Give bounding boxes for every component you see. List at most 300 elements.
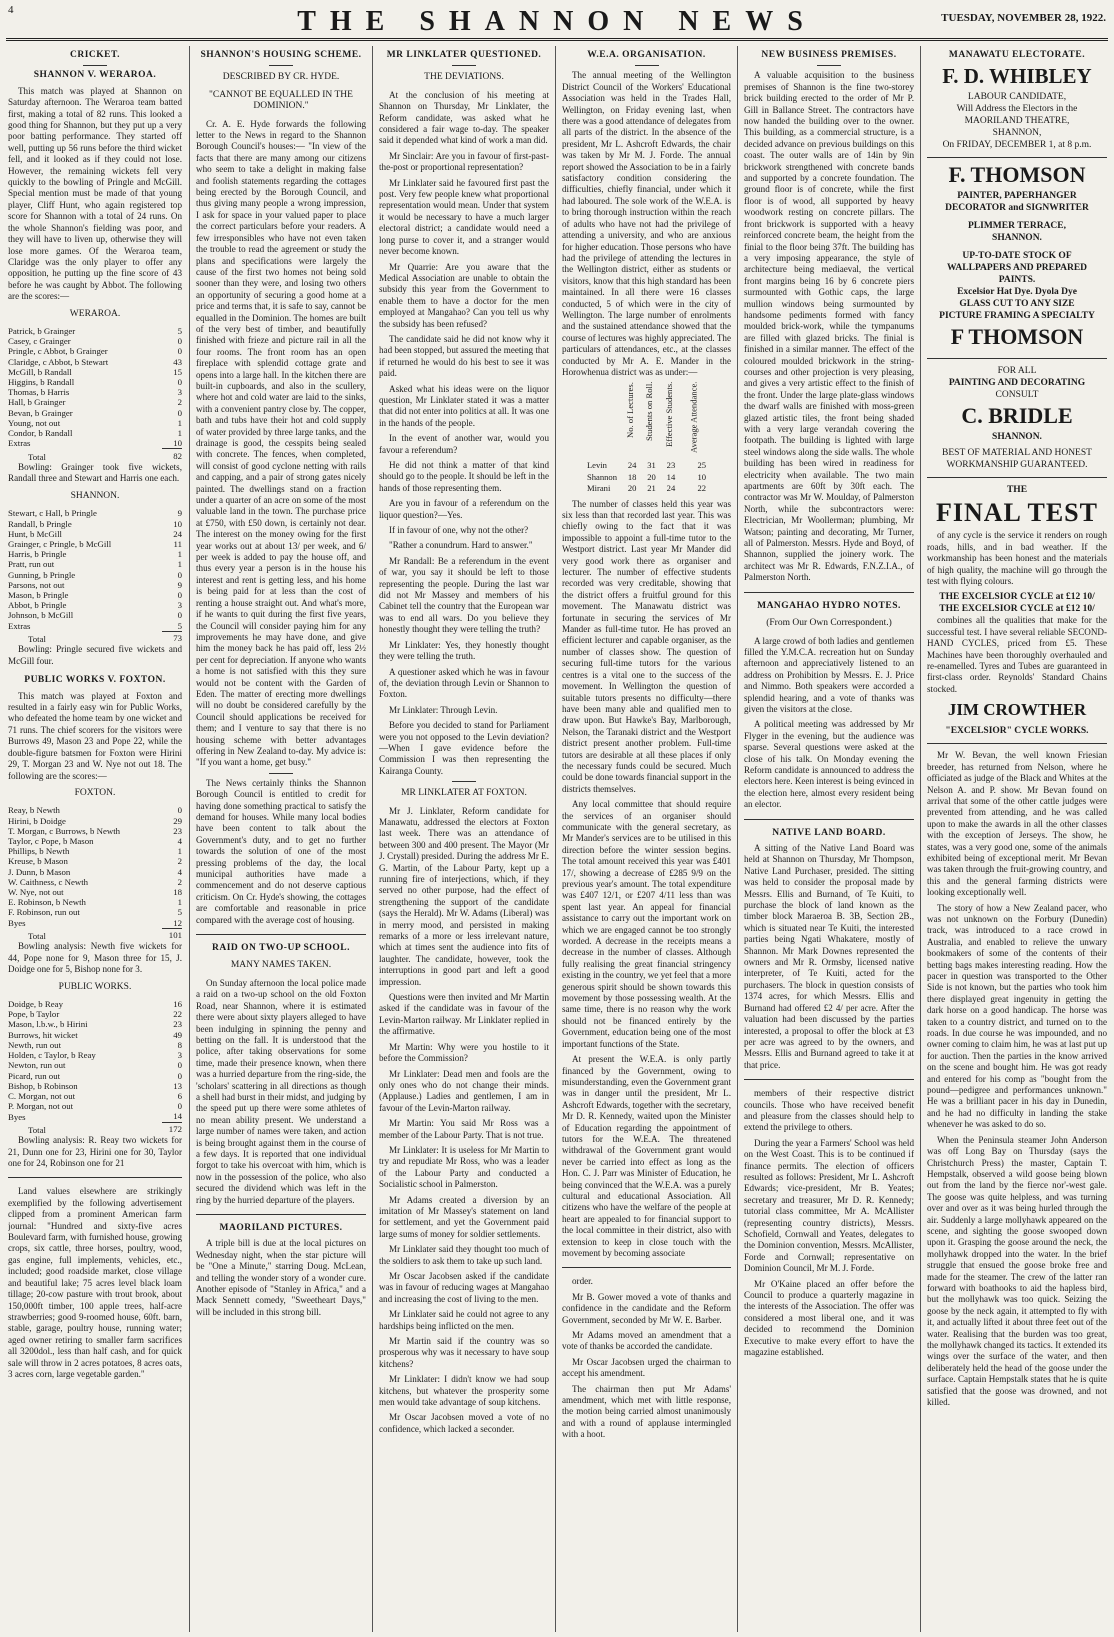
batsman: Abbot, b Pringle [8,600,67,611]
advert-title: C. BRIDLE [961,403,1073,429]
table-cell: 24 [666,483,676,494]
advert-line: THE EXCELSIOR CYCLE at £12 10/ [939,604,1095,615]
divider [196,934,366,935]
runs: 10 [173,518,182,529]
paragraph: A political meeting was addressed by Mr Flyger in the evening, but the audience was sparse. Several questions were asked at the close of his talk. On Monday evening the Reform candidate is announced to address the electors here. Keen interest is being evinced in the election here, almost every resident being an elector. [744,719,914,810]
paragraph: The annual meeting of the Wellington District Council of the Workers' Educational Association was held in the Trades Hall, Wellington, on Friday evening last, when there was a good attendance of delegates from all parts of the district. In the absence of the president, Mr L. Ashcroft Edwards, the chair was taken by Mr M. J. Forde. The annual report showed the Association to be in a fairly satisfactory condition considering the difficulties, chiefly financial, under which it had laboured. The sole work of the W.E.A. is to bring thorough instruction within the reach of adults who have not had the privilege of attending a university, and who are anxious for higher education. Those persons who have had the privilege of attending the lectures in the Wellington district, either as students or visitors, know that this high standard has been maintained. In all there were 16 classes conducted, 5 of which were in the city of Wellington. The large number of enrolments and the sustained attendance showed that the course of lectures was highly appreciated. The particulars of attendances, etc., at the classes conducted by Mr A. E. Mander in the Horowhenua district was as under:— [562,70,731,377]
paragraph: At present the W.E.A. is only partly financed by the Government, owing to misunderstanding, even the Government grant was in danger until the president, Mr L. Ashcroft Edwards, together with the secretary, Mr D. R. Kennedy, waited upon the Minister of Education regarding the appointment of tutors for the W.E.A. The threatened withdrawal of the Government grant would never be carried into effect as long as the Hon. C. J. Parr was Minister of Education, he being convinced that the W.E.A. was a purely cultural and educational Association. All citizens who have the welfare of the people at heart are appealed to for financial support to the local committee in their district, also with extension to keep in close touch with the movement by becoming associate [562,1054,731,1258]
paragraph: A valuable acquisition to the business premises of Shannon is the fine two-storey brick building erected to the order of Mr P. Gill in Ballance Street. The contractors have now handed the building over to the owner. This building, as a commercial structure, is a decided advance on previous buildings on this coast. The outer walls are of 14in by 9in brickwork strengthened with concrete bands and supported by a concrete foundation. The ground floor is of concrete, while the first floor is of wood, all supported by heavy woodwork resting on concrete pillars. The front brickwork is supported with a heavy reinforced concrete beam, the height from the finial to the floor being 37ft. The building has a very imposing appearance, the style of architecture being mediaeval, the vertical front margins being 16 by 6 concrete piers surmounted with Gothic caps, the large mullion windows being surmounted by handsome pediments formed with fancy moulded brick-work, while the tympanums are filled with glazed bricks. The finial is finished in a similar manner. The effect of the coloured moulded brickwork in the string-courses and other projection is very pleasing, and gives a very artistic effect to the finish of the front. Under the large plate-glass windows the dwarf walls are finished with moss-green glazed artistic tiles, the front being shaded with a very large verandah covering the footpath. The building is lighted with large steel windows along the side walls. The whole building has been wired in readiness for electricity when available. The two main apartments are 60ft by 30ft each. The contractor was Mr W. Moulday, of Palmerston North, while the subcontractors were: Electrician, Mr Woollerman; plumbing, Mr Watson; painting and decorating, Mr Turner, all of Palmerston. Messrs. Hyde and Boyd, of Shannon, supplied the joinery work. The architect was Mr R. Edwards, F.N.Z.I.A., of Palmerston North. [744,70,914,583]
batsman: Extras [8,620,31,631]
batsman: Burrows, hit wicket [8,1029,78,1040]
paragraph: At the conclusion of his meeting at Shannon on Thursday, Mr Linklater, the Reform candidate, was asked what he considered a fair wage to-day. The speaker said it depended what kind of work a man did. [379,89,549,146]
table-cell: 14 [666,471,676,482]
paragraph: Asked what his ideas were on the liquor question, Mr Linklater stated it was a matter that did not enter into politics at all. It was one in the hands of the people. [379,383,549,428]
score-row [8,590,182,600]
total-label: Total [28,451,46,462]
section-heading: RAID ON TWO-UP SCHOOL. [211,943,351,954]
batsman: W. Caithness, c Newth [8,876,89,887]
total-runs: 82 [162,449,182,462]
paragraph: Mr Adams moved an amendment that a vote of thanks be accorded the candidate. [562,1330,731,1352]
paragraph: The number of classes held this year was six less than that recorded last year. This was chiefly owing to the fact that it was impossible to appoint a full-time tutor to the Westport district. Last year Mr Mander did very good work there as organiser and lecturer. The number of effective students recorded was very creditable, showing that the district offers a fruitful ground for this movement. The Manawatu district was fortunate in securing the services of Mr Mander as full-time tutor. He has proved an efficient lecturer and capable organiser, as the number of classes show. The question of securing full-time tutors for the various centres is a vital one to the success of the movement. In Wellington the question of suitable tutors presents no difficulty—there have been many able and qualified men to draw upon. But Hawke's Bay, Marlborough, Nelson, the Taranaki district and the Westport district present another problem. Full-time tutors are desirable at all these places if only the necessary funds could be secured. Much could be done towards financial support in the districts themselves. [562,498,731,794]
paragraph: Mr B. Gower moved a vote of thanks and confidence in the candidate and the Reform Government, seconded by Mr W. E. Barber. [562,1291,731,1325]
runs: 0 [177,336,182,347]
section-heading: MANGAHAO HYDRO NOTES. [757,600,901,611]
paragraph: A large crowd of both ladies and gentlemen filled the Y.M.C.A. recreation hut on Sunday afternoon and appreciatively listened to an address on Prohibition by Messrs. E. J. Price and Nimmo. Both speakers were accorded a splendid hearing, and a vote of thanks was given the visitors at the close. [744,635,914,714]
batsman: Higgins, b Randall [8,376,75,387]
divider [196,1214,366,1215]
runs: 15 [173,366,182,377]
column-business [744,48,914,1632]
total-label: Total [28,634,46,645]
attendance-table [583,382,710,494]
advert-line: BEST OF MATERIAL AND HONEST WORKMANSHIP GUARANTEED. [942,448,1092,471]
table-cell: 18 [627,471,637,482]
batsman: C. Morgan, not out [8,1090,76,1101]
batsman: Parsons, not out [8,579,65,590]
score-row [8,826,182,836]
runs: 0 [177,610,182,621]
batsman: Holden, c Taylor, b Reay [8,1050,96,1061]
runs: 12 [173,917,182,928]
paragraph: A sitting of the Native Land Board was held at Shannon on Thursday, Mr Thompson, Native Land Purchaser, presided. The sitting was held to consider the proposal made by Messrs. Ellis and Burnand, of Te Kuiti, to purchase the block of land known as the timber block Maraeroa B. 3B, Section 2B., which is situated near Te Kuiti, the interested parties being Ngati Whakatere, mostly of Shannon. Mr Mark Downes represented the owners and Mr R. Ormsby, licensed native interpreter, of Te Kuiti, acted for the purchasers. The block in question consists of 1374 acres, for which Messrs. Ellis and Burnand had offered £2 4/ per acre. After the valuation had been discussed by the parties interested, a proposal to offer the block at £3 per acre was agreed to by the owners, and Messrs. Ellis and Burnand agreed to take it at that price. [744,843,914,1070]
section-heading: NEW BUSINESS PREMISES. [761,50,897,60]
score-row [8,621,182,632]
runs: 49 [173,1029,182,1040]
batsman: McGill, b Randall [8,366,72,377]
team-heading: SHANNON. [70,490,120,501]
runs: 0 [177,1101,182,1112]
bowling-summary: Bowling analysis: R. Reay two wickets for 21, Dunn one for 23, Hirini one for 30, Taylor one for 24, Robinson one for 21 [8,1135,182,1169]
runs: 24 [173,528,182,539]
divider [8,1177,182,1178]
runs: 1 [177,417,182,428]
advert-line: THE [1006,485,1028,496]
total-label: Total [28,1125,46,1136]
article-subheading: SHANNON V. WERAROA. [33,70,157,81]
batsman: Pratt, run out [8,559,55,570]
runs: 3 [177,1050,182,1061]
score-row [8,377,182,387]
batsman: Pringle, c Abbot, b Grainger [8,346,108,357]
score-row [8,877,182,887]
section-heading: MR LINKLATER AT FOXTON. [401,788,527,799]
advert-line: LABOUR CANDIDATE, [967,92,1067,103]
paragraph: The chairman then put Mr Adams' amendment, which met with little response, the motion being carried almost unanimously and with a round of applause intermingled with a hoot. [562,1383,731,1440]
column-cricket [8,48,182,1632]
score-row [8,918,182,929]
paragraph: combines all the qualities that make for the successful test. I have several reliable SECOND-HAND CYCLES, priced from £5. These Machines have been thoroughly overhauled and re-enamelled. Tyres and Tubes are guaranteed in first-class order. Reynolds' Standard Chains stocked. [927,615,1107,694]
score-row [8,1101,182,1111]
paragraph: Questions were then invited and Mr Martin asked if the candidate was in favour of the Levin-Marton railway. Mr Linklater replied in the affirmative. [379,992,549,1037]
batsman: E. Robinson, b Newth [8,897,86,908]
runs: 2 [177,856,182,867]
batsman: Bishop, b Robinson [8,1080,78,1091]
runs: 23 [173,1019,182,1030]
advert-crowther [927,484,1107,744]
batsman: Stewart, c Hall, b Pringle [8,508,97,519]
score-row [8,326,182,336]
total-runs: 172 [162,1122,182,1135]
divider [269,65,293,66]
runs: 6 [177,1090,182,1101]
score-row [8,580,182,590]
section-heading: NATIVE LAND BOARD. [772,827,886,838]
paragraph: Mr Linklater said he favoured first past the post. Very few people knew what proportional representation would mean. Under that system it would be necessary to have a much larger electoral district; a candidate would need a long purse to cover it, and a stranger would never become known. [379,177,549,257]
table-row [583,472,710,483]
article-subheading: DESCRIBED BY CR. HYDE. [222,72,340,83]
batsman: Newth, run out [8,1039,62,1050]
score-row [8,357,182,367]
score-row [8,397,182,407]
section-heading: MR LINKLATER QUESTIONED. [386,50,542,60]
paragraph: "Rather a conundrum. Hard to answer." [389,540,533,551]
batsman: Taylor, c Pope, b Mason [8,835,94,846]
paragraph: Mr Linklater: Yes, they honestly thought they were telling the truth. [379,639,549,662]
batsman: Thomas, b Harris [8,387,70,398]
advert-title: F. D. WHIBLEY [942,64,1092,89]
paragraph: Mr Randall: Be a referendum in the event of war, you say it should be left to those representing the people. During the last war did not Mr Massey and members of his Cabinet tell the country that the European war was to end all wars. Do you believe they honestly thought they were telling the truth? [379,555,549,635]
table-cell: 21 [647,483,656,494]
paragraph: The candidate said he did not know why it had been stopped, but assured the meeting that if returned he would do his best to see it was paid. [379,333,549,379]
bowling-summary: Bowling analysis: Newth five wickets for 44, Pope none for 9, Mason three for 15, J. Doidge one for 5, Bishop none for 3. [8,941,182,975]
paragraph: Land values elsewhere are strikingly exemplified by the following advertisement clipped from a prominent American farm journal: "Hundred and sixty-five acres Boulevard farm, with furnished house, growing crops, six cattle, three horses, poultry, wood, gas engine, full implements, vehicles, etc., included; good roadside market, close village and beautiful lake; 75 acres level black loam tillage; 20-cow pasture with trout brook, about 150,000ft timber, 100 apple trees, half-acre strawberries; good 9-roomed house, 60ft. barn, stable, garage, poultry house, running water; aged owner retiring to smaller farm sacrifices all 3200dol., less than half cash, and for quick sale will throw in 2 acres potatoes, 8 acres oats, 3 acres corn, large vegetable garden." [8,1186,182,1379]
table-row [583,483,710,494]
paragraph: members of their respective district councils. Those who have received benefit and pleasure from the classes should help to extend the privilege to others. [744,1088,914,1133]
article-subheading: MANY NAMES TAKEN. [230,960,332,971]
batsman: Johnson, b McGill [8,610,74,621]
score-row [8,408,182,418]
advert-title: F THOMSON [950,324,1084,350]
runs: 1 [177,549,182,560]
runs: 0 [177,346,182,357]
batsman: Bevan, b Grainger [8,407,73,418]
bowling-summary: Bowling: Pringle secured five wickets and McGill four. [8,644,182,666]
runs: 2 [177,397,182,408]
runs: 3 [177,600,182,611]
paragraph: Mr Oscar Jacobsen moved a vote of no confidence, which lacked a seconder. [379,1412,549,1434]
score-row [8,529,182,539]
column-wea [562,48,731,1632]
runs: 1 [177,427,182,438]
advert-line: PAINTER, PAPERHANGER [957,191,1077,202]
paragraph: The story of how a New Zealand pacer, who was not unknown on the Forbury (Dunedin) track, was introduced to a race crowd in Australia, and enabled to relieve the unwary bookmakers of some of the contents of their betting bags makes interesting reading. How the pacer in question was transported to the Other Side is not known, but the parties who took him there displayed great ingenuity in getting the dark horse on a good handicap. The horse was taken to a country district, and turned on to the roads. In due course he was impounded, and no owner coming to claim him, he was at last put up for auction. Then the parties in the know arrived on the scene and bought him. He was got ready and entered for his comp as "bought from the pound—pedigree and performances unknown." He was a brilliant pacer in his day in Dunedin, and he had no difficulty in landing the stake whenever he was asked to do so. [927,902,1107,1130]
batsman: Claridge, c Abbot, b Stewart [8,356,109,367]
runs: 1 [177,846,182,857]
advert-line: FOR ALL [997,366,1037,377]
runs: 1 [177,897,182,908]
table-cell: Mirani [586,483,611,494]
table-cell: 20 [647,471,656,482]
column-linklater [379,48,549,1632]
paragraph: Mr Martin said if the country was so prosperous why was it necessary to have soup kitchens? [379,1336,549,1369]
paragraph: order. [572,1276,593,1287]
score-row [8,549,182,559]
section-heading: PUBLIC WORKS V. FOXTON. [24,675,166,686]
runs: 22 [173,1009,182,1020]
advert-title: JIM CROWTHER [947,700,1087,720]
batsman: Young, not out [8,417,61,428]
score-row [8,836,182,846]
score-row [8,346,182,356]
paragraph: During the year a Farmers' School was held on the West Coast. This is to be continued if finance permits. The election of officers resulted as follows: President, Mr L. Ashcroft Edwards; vice-president, Mr B. Yeates; secretary and treasurer, Mr D. R. Kennedy; tutorial class committee, Mr A. McAllister (representing country districts), Messrs. Schofield, Cornwall and Yeates, delegates to the Dominion convention, Messrs. McAllister, Forde and Cornwall; representative on Dominion Council, Mr M. J. Forde. [744,1137,914,1274]
total-runs: 101 [162,928,182,941]
score-row [8,539,182,549]
runs: 4 [177,835,182,846]
score-row [8,1060,182,1070]
batsman: Newton, run out [8,1060,66,1071]
runs: 1 [177,559,182,570]
batsman: J. Dunn, b Mason [8,866,71,877]
paragraph: If in favour of one, why not the other? [389,525,529,536]
score-row [8,428,182,438]
batsman: Kreuse, b Mason [8,856,68,867]
batsman: Gunning, b Pringle [8,569,76,580]
section-heading: SHANNON'S HOUSING SCHEME. [200,50,362,60]
article-subheading: (From Our Own Correspondent.) [766,618,892,629]
score-row [8,805,182,815]
batsman: Byes [8,1111,26,1122]
runs: 16 [173,999,182,1010]
divider [744,592,914,593]
advert-line: CONSULT [995,390,1039,401]
batsman: Condor, b Randall [8,427,73,438]
divider [744,1079,914,1080]
table-cell: 22 [697,483,707,494]
score-row [8,1009,182,1019]
score-row [8,570,182,580]
score-row [8,367,182,377]
column-rule [372,46,373,1632]
score-row [8,1030,182,1040]
score-row [8,846,182,856]
paragraph: Mr Linklater said they thought too much of the soldiers to ask them to take up such land. [379,1244,549,1266]
batsman: Patrick, b Grainger [8,325,76,336]
score-row [8,438,182,449]
paragraph: Mr Quarrie: Are you aware that the Medical Association are unable to obtain the subsidy this year from the Government to enable them to have a doctor for the men employed at Mangahao? Can you tell us why the subsidy has been refused? [379,261,549,329]
total-runs: 73 [162,631,182,644]
batsman: Mason, b Pringle [8,589,69,600]
paragraph: Mr Linklater: Dead men and fools are the only ones who do not change their minds. (Applause.) Ladies and gentlemen, I am in favour of the Levin-Marton railway. [379,1068,549,1113]
issue-date: TUESDAY, NOVEMBER 28, 1922. [941,12,1106,24]
paragraph: Mr W. Bevan, the well known Friesian breeder, has returned from Nelson, where he officiated as judge of the Black and Whites at the Nelson A. and P. show. Mr Bevan found on arrival that some of the other cattle judges were prevented from attending, and he was called upon to make the awards in all the other classes with the exception of Jerseys. The show, he states, was a very good one, some of the animals exhibited being of exceptional merit. Mr Bevan was taken through the fruit-growing country, and this and the general farming districts were looking exceptionally well. [927,750,1107,898]
table-cell: 24 [627,460,637,471]
runs: 13 [173,1080,182,1091]
divider [635,65,659,66]
advert-line: SHANNON. [992,432,1042,443]
runs: 8 [177,1039,182,1050]
batsman: W. Nye, not out [8,886,64,897]
column-header: Effective Students. [663,382,674,448]
paragraph: Mr Linklater: Through Levin. [389,704,498,715]
batsman: Doidge, b Reay [8,999,63,1010]
batsman: F. Robinson, run out [8,907,80,918]
runs: 0 [177,1070,182,1081]
runs: 5 [177,620,182,631]
batsman: Extras [8,438,31,449]
column-header: Students on Roll. [644,382,655,442]
team-heading: WERAROA. [69,308,121,319]
advert-line: UP-TO-DATE STOCK OF [962,251,1072,262]
scorecard-public-works [8,999,182,1135]
total-row [8,928,182,941]
batsman: T. Morgan, c Burrows, b Newth [8,825,121,836]
advert-thomson [927,164,1107,359]
column-rule [189,46,190,1632]
section-heading: W.E.A. ORGANISATION. [587,50,706,60]
runs: 0 [177,589,182,600]
paragraph: Mr Linklater: I didn't know we had soup kitchens, but whatever the prosperity some men would take advantage of soup kitchens. [379,1374,549,1408]
total-row [8,449,182,462]
score-row [8,1040,182,1050]
section-heading: MAORILAND PICTURES. [219,1223,343,1233]
column-rule [920,46,921,1632]
paragraph: Mr Oscar Jacobsen urged the chairman to accept his amendment. [562,1356,731,1379]
masthead [0,0,1114,37]
paragraph: of any cycle is the service it renders on rough roads, hills, and in bad weather. If the workmanship has been honest and the materials of high quality, the machine will go through the test with flying colours. [927,530,1107,587]
paragraph: Mr Martin: You said Mr Ross was a member of the Labour Party. That is not true. [379,1118,549,1140]
batsman: Hirini, b Doidge [8,815,66,826]
score-row [8,508,182,518]
runs: 0 [177,407,182,418]
divider [817,65,841,66]
advert-line: SHANNON. [992,233,1042,244]
score-row [8,856,182,866]
runs: 3 [177,387,182,398]
paragraph: Mr Oscar Jacobsen asked if the candidate was in favour of reducing wages at Mangahao and increasing the cost of living to the men. [379,1271,549,1304]
batsman: Phillips, b Newth [8,846,70,857]
runs: 23 [173,825,182,836]
runs: 0 [177,376,182,387]
runs: 14 [173,1111,182,1122]
runs: 29 [173,815,182,826]
advert-line: WALLPAPERS AND PREPARED [946,263,1088,274]
score-row [8,519,182,529]
batsman: Reay, b Newth [8,805,60,816]
advert-line: PAINTS. [998,275,1036,286]
advert-line: SHANNON, [992,128,1042,139]
article-subheading: "CANNOT BE EQUALLED IN THE DOMINION." [209,89,353,112]
advert-line: On FRIDAY, DECEMBER 1, at 8 p.m. [942,140,1092,151]
scorecard-shannon [8,508,182,644]
batsman: Byes [8,917,26,928]
batsman: Harris, b Pringle [8,549,67,560]
article-subheading: THE DEVIATIONS. [424,72,504,83]
column-ads [927,48,1107,1632]
score-row [8,867,182,877]
column-rule [555,46,556,1632]
table-cell: 10 [697,471,707,482]
runs: 10 [173,438,182,449]
paragraph: Before you decided to stand for Parliament were you not opposed to the Levin deviation?—When I gave evidence before the Commission I was then representing the Kairanga County. [379,720,549,776]
batsman: Hunt, b McGill [8,528,63,539]
score-row [8,1050,182,1060]
batsman: Hall, b Grainger [8,397,66,408]
batsman: Mason, l.b.w., b Hirini [8,1019,88,1030]
batsman: Randall, b Pringle [8,518,72,529]
runs: 9 [177,508,182,519]
advert-line: PLIMMER TERRACE, [968,221,1066,232]
score-row [8,600,182,610]
paragraph: Mr Adams created a diversion by an imitation of Mr Massey's statement on land for settlement, and yet the Government paid large sums of money for soldier settlements. [379,1194,549,1239]
masthead-rule [6,38,1108,41]
batsman: Grainger, c Pringle, b McGill [8,538,112,549]
batsman: P. Morgan, not out [8,1101,74,1112]
column-header: Average Attendance. [688,382,699,454]
paragraph: Mr Linklater: It is useless for Mr Martin to try and repudiate Mr Ross, who was a leader of the Labour Party and conducted a Socialistic school in Palmerston. [379,1144,549,1190]
score-row [8,907,182,917]
runs: 0 [177,805,182,816]
scorecard-foxton [8,805,182,941]
score-row [8,418,182,428]
score-row [8,887,182,897]
advert-line: PICTURE FRAMING A SPECIALTY [939,311,1095,322]
paragraph: Mr Sinclair: Are you in favour of first-past-the-post or proportional representation? [379,150,549,173]
divider [562,1267,731,1268]
runs: 5 [177,325,182,336]
bowling-summary: Bowling: Grainger took five wickets, Randall three and Stewart and Harris one each. [8,462,182,484]
score-row [8,1111,182,1122]
paragraph: A triple bill is due at the local pictures on Wednesday night, when the star picture will be "One a Minute," starring Doug. McLean, and telling the wonder story of a wonder cure. Another episode of "Stanley in Africa," and a Mack Sennett comedy, "Sweetheart Days," will be included in this strong bill. [196,1238,366,1317]
paragraph: Any local committee that should require the services of an organiser should communicate with the general secretary, as Mr Mander's services are to be utilised in this direction before the winter session begins. The total amount received this year was £401 17/, showing a decrease of £285 9/9 on the previous year's amount. The total expenditure was £407 12/1, or £207 4/11 less than was spent last year. An appeal for financial assistance to carry out the important work on which we are engaged cannot be too strongly worded. A decrease in the receipts means a decrease in the number of classes. Although fully realising the great financial stringency existing in the country, we yet feel that a more generous spirit should be shown towards this movement by those possessing wealth. At the same time, there is no reason why the work should not be financed entirely by the Government, education being one of the most important functions of the State. [562,799,731,1049]
page-number: 4 [8,4,14,16]
divider [452,65,476,66]
score-row [8,610,182,620]
advert-whibley [927,65,1107,158]
runs: 43 [173,356,182,367]
score-row [8,336,182,346]
team-heading: FOXTON. [74,787,116,798]
divider [452,781,476,782]
section-heading: MANAWATU ELECTORATE. [948,50,1086,60]
paragraph: Cr. A. E. Hyde forwards the following letter to the News in regard to the Shannon Borough Council's houses:— "In view of the facts that there are many among our citizens who seem to take a delight in making false and foolish statements regarding the cottages being erected by the Borough Council, and thus giving many people a wrong impression, I ask for space in your valued paper to place the correct particulars before your readers. A few irresponsibles who have not even taken the trouble to read the agreement or study the plans and specifications were largely the cause of the first two homes not being sold sooner than they were, and losing two others an opportunity of securing a good home at a price and terms that, it is safe to say, cannot be equalled in the Dominion. The homes are built of the very best of timber, and beautifully finished with frieze and picture rail in all the four rooms. The front room has an open fireplace with splendid cottage grate and opens into a large hall. In the kitchen there are built-in cupboards, and also in the scullery, where hot and cold water are laid to the sinks, with a convenient pantry close by. The copper, bath and tubs have their hot and cold supply of water provided by three large tanks, and the drainage is good, the cesspits being sealed with concrete. The fences, when completed, will consist of good cyclone netting with rails and capping, and a pair of strong gates nicely painted. The dwellings stand on a fraction under a quarter of an acre on some of the most valuable land in the town. The purchase price at £750, with £50 down, is certainly not dear. The interest on the money owing for the first year works out at about 13/ per week, and 6/ per week is added to pay the house off, and thus every year a person is in the house his interest and rent is getting less, and his home is being paid for at less than the cost of renting a house straight out. And what's more, if he wants to quit during the first five years, the Council will consider paying him for any improvements he may have done, and give him the money back he has paid off, less 2½ per cent for depreciation. If anyone who wants a home is not satisfied with this they sure would not be content with the Garden of Eden. The matter of erecting more dwellings will no doubt be considered carefully by the Council should applications be received for them; and I venture to say that there is no housing scheme with better advantages offering in New Zealand to-day. My advice is: "If you want a home, get busy." [196,118,366,768]
paragraph: In the event of another war, would you favour a referendum? [379,433,549,455]
total-row [8,631,182,644]
runs: 9 [177,579,182,590]
runs: 18 [173,886,182,897]
advert-title: FINAL TEST [936,498,1098,528]
table-cell: Shannon [586,471,618,482]
paragraph: Mr Martin: Why were you hostile to it before the Commission? [379,1041,549,1064]
paragraph: When the Peninsula steamer John Anderson was off Long Bay on Thursday (says the Christchurch Press) the master, Captain T. Hempstalk, observed a wild goose being blown out from the land by the fierce nor'-west gale. The goose was quite helpless, and was turning over and over as it was being hurled through the air. Suddenly a large mollyhawk appeared on the scene, and sighting the goose swooped down upon it. Grasping the goose around the neck, the mollyhawk dropped into the water. In the brief struggle that ensued the goose broke free and made for the steamer. The crew of the latter ran forward with boathooks to aid the hapless bird, but the mollyhawk was too quick. Seizing the goose by the neck again, it attempted to fly with it, and actually lifted it about three feet out of the water. Realising that the burden was too great, the mollyhawk changed its tactics. It extended its wings over the surface of the water, and then deliberately held the head of the goose under the surface. Captain Hempstalk states that he is quite satisfied that the goose was drowned, and not killed. [927,1134,1107,1408]
section-heading: CRICKET. [69,50,120,60]
batsman: Pope, b Taylor [8,1009,60,1020]
total-label: Total [28,931,46,942]
score-row [8,1071,182,1081]
paragraph: The News certainly thinks the Shannon Borough Council is entitled to credit for having done something practical to satisfy the demand for houses. While many local bodies have been content to talk about the Government's duty, and to get no further towards the solution of one of the most pressing problems of the day, the local municipal authorities have made a commencement and do not deserve captious criticism. On Cr. Hyde's showing, the cottages are comfortable and reasonable in price compared with the average cost of housing. [196,777,366,925]
table-cell: 23 [666,460,676,471]
paragraph: He did not think a matter of that kind should go to the people. It should be left in the hands of those representing them. [379,460,549,493]
advert-line: Will Address the Electors in the [956,104,1078,115]
paragraph: A questioner asked which he was in favour of, the deviation through Levin or Shannon to Foxton. [379,666,549,700]
column-rule [737,46,738,1632]
batsman: Picard, run out [8,1070,61,1081]
table-cell: 20 [627,483,637,494]
paragraph: Mr O'Kaine placed an offer before the Council to produce a quarterly magazine in the interests of the Association. The offer was considered a most liberal one, and it was decided to recommend the Dominion Executive to make every effort to have the magazine established. [744,1278,914,1358]
column-header: No. of Lectures. [625,382,636,439]
advert-line: DECORATOR and SIGNWRITER [945,203,1089,214]
runs: 2 [177,876,182,887]
runs: 4 [177,866,182,877]
advert-title: F. THOMSON [948,162,1086,188]
score-row [8,999,182,1009]
paragraph: Are you in favour of a referendum on the liquor question?—Yes. [379,498,549,520]
runs: 5 [177,907,182,918]
total-row [8,1122,182,1135]
table-cell: Levin [586,460,607,471]
table-cell: 31 [647,460,656,471]
paragraph: This match was played at Shannon on Saturday afternoon. The Weraroa team batted first, making a total of 82 runs. This looked a good thing for Shannon, but they put up a very poor batting performance. They started off well, putting up 56 runs before the third wicket fell, and it looked as if they could not lose. However, the remaining wickets fell very quickly to the bowling of Pringle and McGill. Special mention must be made of that young player, Cliff Hunt, who again registered top score for Shannon with a total of 24 runs. On the whole Shannon's fielding was poor, and they will have to liven up, otherwise they will lose more games. Of the Weraroa team, Claridge was the only player to offer any opposition, he putting up the fine score of 43 before he was caught by Abbot. The following are the scores:— [8,85,182,302]
score-row [8,387,182,397]
